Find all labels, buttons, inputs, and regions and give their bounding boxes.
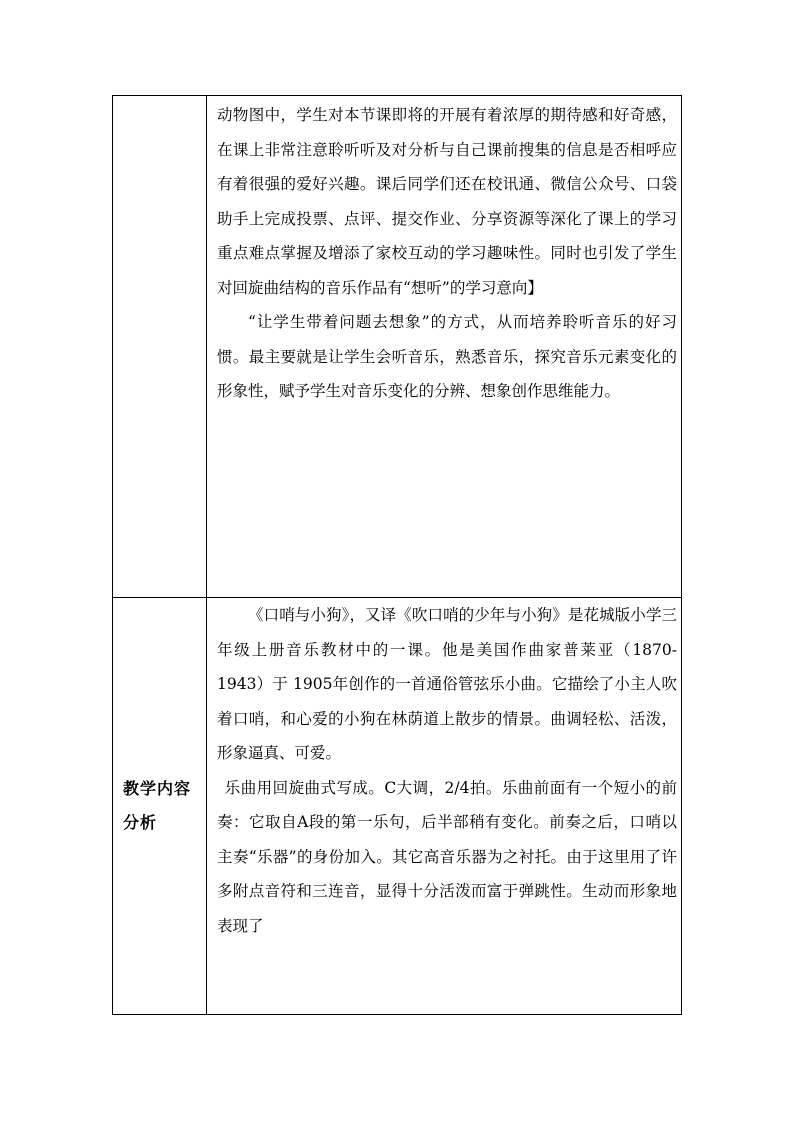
table-row [113, 598, 682, 1015]
row-label-cell [113, 96, 207, 598]
paragraph: 动物图中，学生对本节课即将的开展有着浓厚的期待感和好奇感，在课上非常注意聆听听及对分析与自己课前搜集的信息是否相呼应有着很强的爱好兴趣。课后同学们还在校讯通、微信公众号、口袋助手上完成投票、点评、提交作业、分享资源等深化了课上的学习重点难点掌握及增添了家校互动的学习趣味性。同时也引发了学生对回旋曲结构的音乐作品有“想听”的学习意向】 [217, 106, 677, 297]
row-label-cell [113, 598, 207, 1015]
paragraph: 《口哨与小狗》，又译《吹口哨的少年与小狗》是花城版小学三年级上册音乐教材中的一课。他是美国作曲家普莱亚（1870-1943）于 1905年创作的一首通俗管弦乐小曲。它描绘了小主人吹着口哨，和心爱的小狗在林荫道上散步的情景。曲调轻松、活泼，形象逼真、可爱。 [217, 606, 677, 762]
table-row [113, 96, 682, 598]
paragraph: “让学生带着问题去想象”的方式，从而培养聆听音乐的好习惯。最主要就是让学生会听音乐，熟悉音乐，探究音乐元素变化的形象性，赋予学生对音乐变化的分辨、想象创作思维能力。 [217, 313, 677, 400]
paragraph: 乐曲用回旋曲式写成。C大调，2/4拍。乐曲前面有一个短小的前奏：它取自A段的第一乐句，后半部稍有变化。前奏之后，口哨以主奏“乐器”的身份加入。其它高音乐器为之衬托。由于这里用了许多附点音符和三连音，显得十分活泼而富于弹跳性。生动而形象地表现了 [217, 778, 677, 935]
content-block [207, 96, 681, 409]
row-content-cell [207, 598, 682, 1015]
row-label-line: 分析 [123, 813, 158, 832]
row-content-cell [207, 96, 682, 598]
content-block [207, 598, 681, 943]
row-label-line: 教学内容 [123, 779, 192, 798]
lesson-plan-table [112, 95, 682, 1015]
